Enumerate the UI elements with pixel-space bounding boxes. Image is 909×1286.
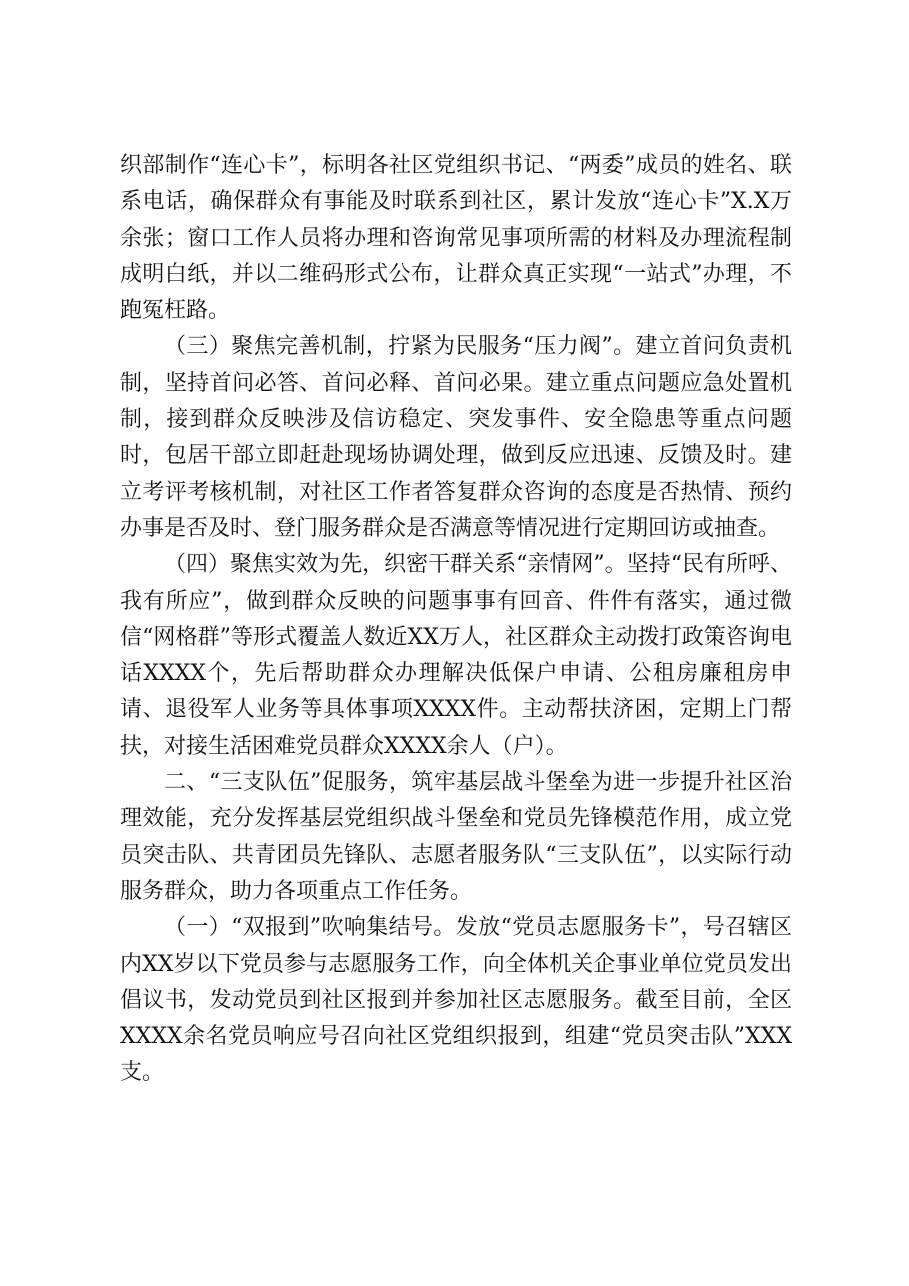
document-body [120,148,792,1092]
paragraph-section-three: （三）聚焦完善机制，拧紧为民服务“压力阀”。建立首问负责机制，坚持首问必答、首问必释、首问必果。建立重点问题应急处置机制，接到群众反映涉及信访稳定、突发事件、安全隐患等重点问题时，包居干部立即赶赴现场协调处理，做到反应迅速、反馈及时。建立考评考核机制，对社区工作者答复群众咨询的态度是否热情、预约办事是否及时、登门服务群众是否满意等情况进行定期回访或抽查。 [120,334,792,541]
paragraph-continued: 织部制作“连心卡”，标明各社区党组织书记、“两委”成员的姓名、联系电话，确保群众有事能及时联系到社区，累计发放“连心卡”X.X万余张；窗口工作人员将办理和咨询常见事项所需的材料及办理流程制成明白纸，并以二维码形式公布，让群众真正实现“一站式”办理，不跑冤枉路。 [120,153,792,324]
paragraph-subsection-one: （一）“双报到”吹响集结号。发放“党员志愿服务卡”，号召辖区内XX岁以下党员参与志愿服务工作，向全体机关企事业单位党员发出倡议书，发动党员到社区报到并参加社区志愿服务。截至目前，全区XXXX余名党员响应号召向社区党组织报到，组建“党员突击队”XXX支。 [120,915,792,1086]
paragraph-section-four: （四）聚焦实效为先，织密干群关系“亲情网”。坚持“民有所呼、我有所应”，做到群众反映的问题事事有回音、件件有落实，通过微信“网格群”等形式覆盖人数近XX万人，社区群众主动拨打政策咨询电话XXXX个，先后帮助群众办理解决低保户申请、公租房廉租房申请、退役军人业务等具体事项XXXX件。主动帮扶济困，定期上门帮扶，对接生活困难党员群众XXXX余人（户）。 [120,552,792,759]
paragraph-heading-two: 二、“三支队伍”促服务，筑牢基层战斗堡垒为进一步提升社区治理效能，充分发挥基层党组织战斗堡垒和党员先锋模范作用，成立党员突击队、共青团员先锋队、志愿者服务队“三支队伍”，以实际行动服务群众，助力各项重点工作任务。 [120,770,792,904]
